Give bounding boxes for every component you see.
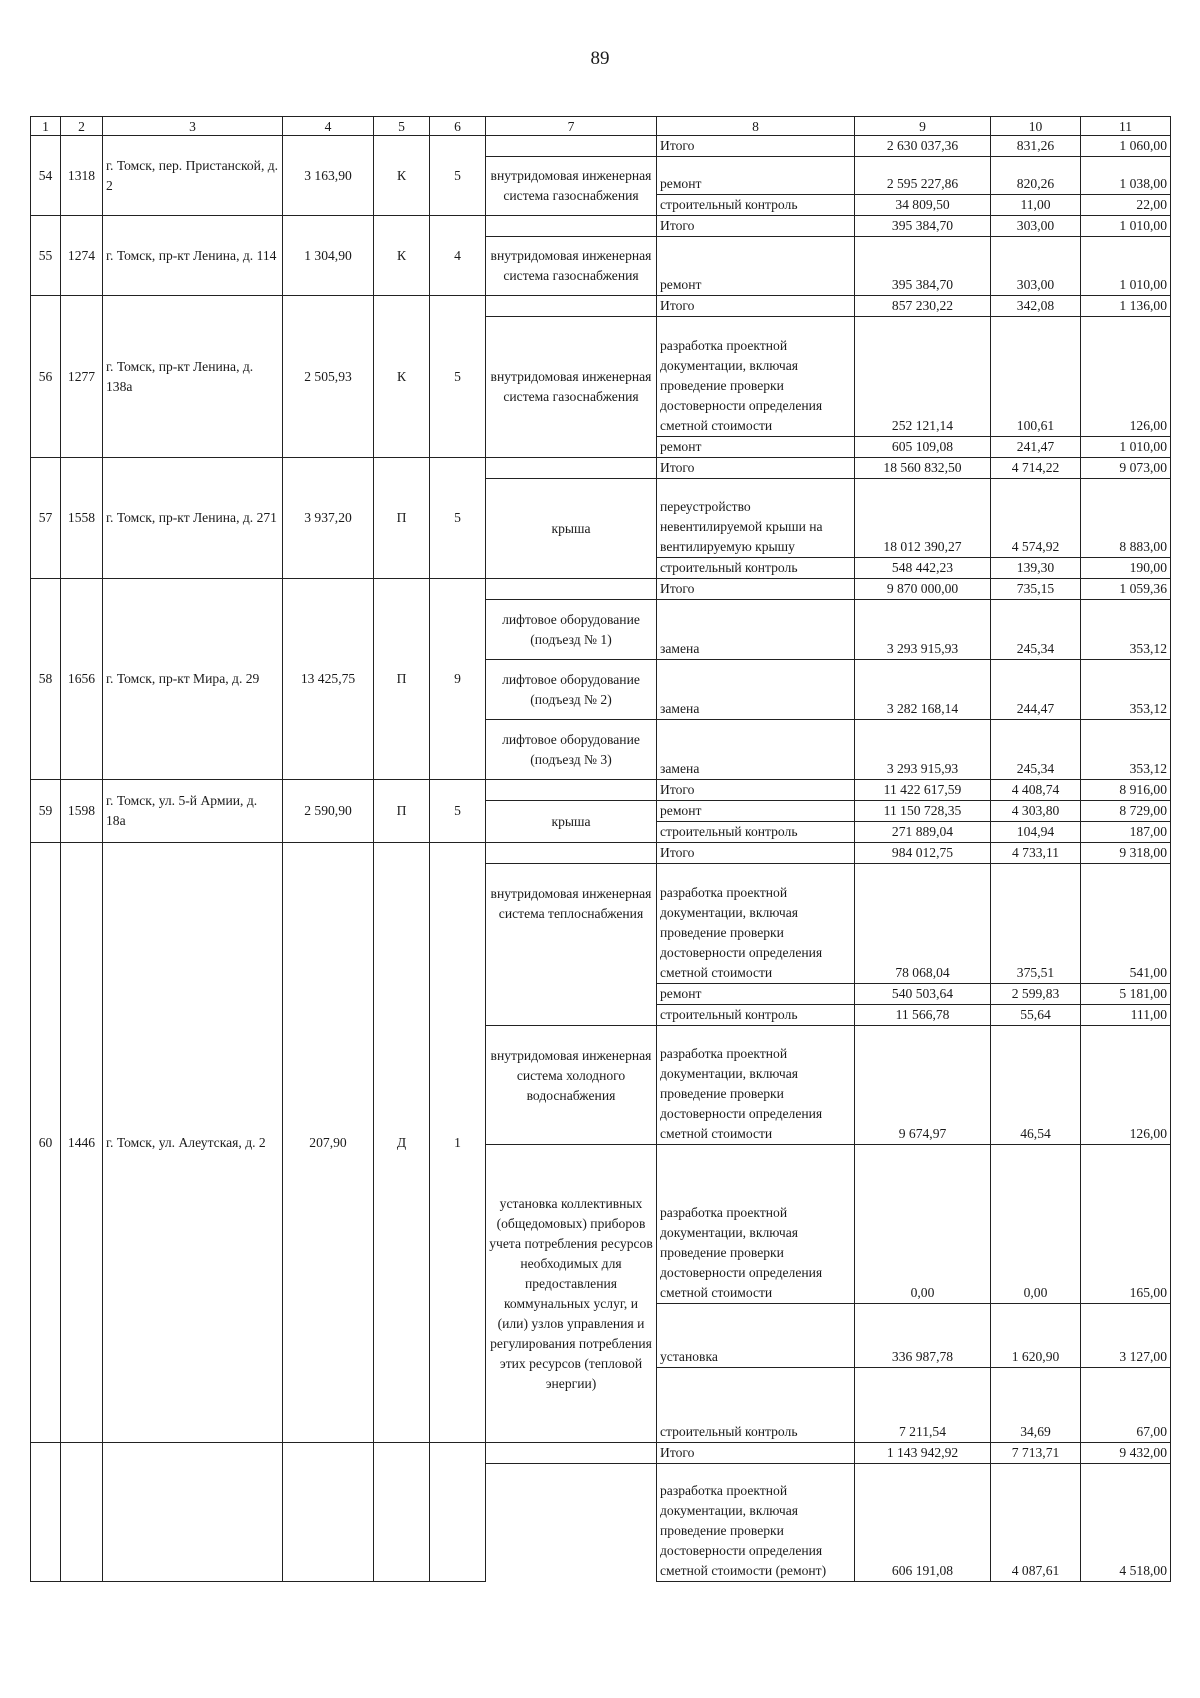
work-sum: 78 068,04 xyxy=(855,864,991,984)
work-sum: 605 109,08 xyxy=(855,437,991,458)
total-v11: 1 059,36 xyxy=(1081,579,1171,600)
row-number: 55 xyxy=(31,216,61,296)
col-header: 5 xyxy=(374,117,430,136)
total-v11: 8 916,00 xyxy=(1081,780,1171,801)
total-label: Итого xyxy=(657,579,855,600)
work-name: ремонт xyxy=(657,437,855,458)
total-v10: 342,08 xyxy=(991,296,1081,317)
work-sum: 34 809,50 xyxy=(855,195,991,216)
work-name: разработка проектной документации, включая проведение проверки достоверности определения сметной стоимости xyxy=(657,864,855,984)
col-header: 8 xyxy=(657,117,855,136)
element-cell xyxy=(486,1464,657,1582)
row-number: 58 xyxy=(31,579,61,780)
total-element-cell xyxy=(486,458,657,479)
work-v10: 55,64 xyxy=(991,1005,1081,1026)
work-v10: 244,47 xyxy=(991,660,1081,720)
work-v10: 2 599,83 xyxy=(991,984,1081,1005)
row-number: 59 xyxy=(31,780,61,843)
total-row xyxy=(31,458,1171,479)
work-name: замена xyxy=(657,660,855,720)
work-v11: 8 729,00 xyxy=(1081,801,1171,822)
house-code: 1598 xyxy=(61,780,103,843)
house-address: г. Томск, пр-кт Мира, д. 29 xyxy=(103,579,283,780)
house-floors: 9 xyxy=(430,579,486,780)
total-sum: 395 384,70 xyxy=(855,216,991,237)
row-number: 54 xyxy=(31,136,61,216)
total-label: Итого xyxy=(657,843,855,864)
element-cell: установка коллективных (общедомовых) приборов учета потребления ресурсов необходимых для предоставления коммунальных услуг, и (или) узлов управления и регулирования потребления этих ресурсов (тепловой энергии) xyxy=(486,1145,657,1443)
total-v11: 9 073,00 xyxy=(1081,458,1171,479)
house-category: К xyxy=(374,136,430,216)
element-cell: крыша xyxy=(486,479,657,579)
work-name: переустройство невентилируемой крыши на вентилируемую крышу xyxy=(657,479,855,558)
work-name: строительный контроль xyxy=(657,1368,855,1443)
house-category: К xyxy=(374,216,430,296)
total-v10: 4 733,11 xyxy=(991,843,1081,864)
total-v11: 9 318,00 xyxy=(1081,843,1171,864)
col-header: 7 xyxy=(486,117,657,136)
total-sum: 1 143 942,92 xyxy=(855,1443,991,1464)
house-floors: 5 xyxy=(430,136,486,216)
work-v10: 820,26 xyxy=(991,157,1081,195)
total-label: Итого xyxy=(657,458,855,479)
total-sum: 9 870 000,00 xyxy=(855,579,991,600)
house-code xyxy=(61,1443,103,1582)
house-category: К xyxy=(374,296,430,458)
total-row xyxy=(31,780,1171,801)
work-v11: 67,00 xyxy=(1081,1368,1171,1443)
work-sum: 3 293 915,93 xyxy=(855,720,991,780)
work-v10: 245,34 xyxy=(991,600,1081,660)
house-code: 1318 xyxy=(61,136,103,216)
total-label: Итого xyxy=(657,136,855,157)
page-number: 89 xyxy=(590,48,610,69)
house-area: 2 590,90 xyxy=(283,780,374,843)
work-v11: 126,00 xyxy=(1081,1026,1171,1145)
work-v10: 34,69 xyxy=(991,1368,1081,1443)
work-sum: 3 282 168,14 xyxy=(855,660,991,720)
work-sum: 336 987,78 xyxy=(855,1304,991,1368)
work-v10: 4 303,80 xyxy=(991,801,1081,822)
element-cell: внутридомовая инженерная система газоснабжения xyxy=(486,157,657,216)
house-floors: 1 xyxy=(430,843,486,1443)
house-code: 1274 xyxy=(61,216,103,296)
work-v10: 303,00 xyxy=(991,237,1081,296)
house-address: г. Томск, пр-кт Ленина, д. 271 xyxy=(103,458,283,579)
work-v10: 4 574,92 xyxy=(991,479,1081,558)
work-v11: 541,00 xyxy=(1081,864,1171,984)
work-sum: 9 674,97 xyxy=(855,1026,991,1145)
work-name: разработка проектной документации, включая проведение проверки достоверности определения сметной стоимости xyxy=(657,1026,855,1145)
total-row xyxy=(31,296,1171,317)
work-v10: 139,30 xyxy=(991,558,1081,579)
total-v10: 4 408,74 xyxy=(991,780,1081,801)
work-sum: 0,00 xyxy=(855,1145,991,1304)
house-code: 1656 xyxy=(61,579,103,780)
total-v11: 1 136,00 xyxy=(1081,296,1171,317)
total-row xyxy=(31,136,1171,157)
total-row xyxy=(31,843,1171,864)
total-sum: 18 560 832,50 xyxy=(855,458,991,479)
work-sum: 7 211,54 xyxy=(855,1368,991,1443)
house-category: Д xyxy=(374,843,430,1443)
total-element-cell xyxy=(486,843,657,864)
col-header: 6 xyxy=(430,117,486,136)
total-element-cell xyxy=(486,136,657,157)
house-category xyxy=(374,1443,430,1582)
work-v10: 241,47 xyxy=(991,437,1081,458)
work-v10: 1 620,90 xyxy=(991,1304,1081,1368)
work-v11: 1 010,00 xyxy=(1081,237,1171,296)
work-sum: 11 566,78 xyxy=(855,1005,991,1026)
work-name: строительный контроль xyxy=(657,195,855,216)
col-header: 11 xyxy=(1081,117,1171,136)
total-label: Итого xyxy=(657,1443,855,1464)
house-floors xyxy=(430,1443,486,1582)
house-category: П xyxy=(374,579,430,780)
house-category: П xyxy=(374,458,430,579)
house-area xyxy=(283,1443,374,1582)
work-v11: 187,00 xyxy=(1081,822,1171,843)
house-category: П xyxy=(374,780,430,843)
total-sum: 2 630 037,36 xyxy=(855,136,991,157)
total-row xyxy=(31,579,1171,600)
work-name: разработка проектной документации, включая проведение проверки достоверности определения сметной стоимости xyxy=(657,317,855,437)
work-v11: 22,00 xyxy=(1081,195,1171,216)
col-header: 2 xyxy=(61,117,103,136)
work-v11: 1 010,00 xyxy=(1081,437,1171,458)
work-v10: 104,94 xyxy=(991,822,1081,843)
total-v11: 1 010,00 xyxy=(1081,216,1171,237)
house-floors: 5 xyxy=(430,780,486,843)
total-row xyxy=(31,216,1171,237)
work-name: строительный контроль xyxy=(657,822,855,843)
work-v11: 165,00 xyxy=(1081,1145,1171,1304)
house-code: 1277 xyxy=(61,296,103,458)
col-header: 1 xyxy=(31,117,61,136)
work-sum: 606 191,08 xyxy=(855,1464,991,1582)
row-number: 60 xyxy=(31,843,61,1443)
house-area: 3 163,90 xyxy=(283,136,374,216)
house-address: г. Томск, пр-кт Ленина, д. 138а xyxy=(103,296,283,458)
house-floors: 5 xyxy=(430,296,486,458)
work-sum: 271 889,04 xyxy=(855,822,991,843)
work-v11: 4 518,00 xyxy=(1081,1464,1171,1582)
house-code: 1446 xyxy=(61,843,103,1443)
total-v10: 735,15 xyxy=(991,579,1081,600)
work-sum: 395 384,70 xyxy=(855,237,991,296)
total-label: Итого xyxy=(657,216,855,237)
work-name: ремонт xyxy=(657,237,855,296)
work-sum: 2 595 227,86 xyxy=(855,157,991,195)
work-sum: 3 293 915,93 xyxy=(855,600,991,660)
work-name: замена xyxy=(657,720,855,780)
total-element-cell xyxy=(486,296,657,317)
element-cell: лифтовое оборудование (подъезд № 3) xyxy=(486,720,657,780)
element-cell: внутридомовая инженерная система холодного водоснабжения xyxy=(486,1026,657,1145)
work-sum: 18 012 390,27 xyxy=(855,479,991,558)
element-cell: внутридомовая инженерная система теплоснабжения xyxy=(486,864,657,1026)
work-name: замена xyxy=(657,600,855,660)
total-label: Итого xyxy=(657,780,855,801)
house-area: 3 937,20 xyxy=(283,458,374,579)
total-element-cell xyxy=(486,579,657,600)
house-code: 1558 xyxy=(61,458,103,579)
total-label: Итого xyxy=(657,296,855,317)
house-area: 207,90 xyxy=(283,843,374,1443)
work-v10: 11,00 xyxy=(991,195,1081,216)
house-area: 2 505,93 xyxy=(283,296,374,458)
house-area: 13 425,75 xyxy=(283,579,374,780)
total-element-cell xyxy=(486,216,657,237)
total-v10: 7 713,71 xyxy=(991,1443,1081,1464)
total-element-cell xyxy=(486,1443,657,1464)
work-v11: 3 127,00 xyxy=(1081,1304,1171,1368)
element-cell: внутридомовая инженерная система газоснабжения xyxy=(486,317,657,458)
work-v10: 375,51 xyxy=(991,864,1081,984)
work-name: ремонт xyxy=(657,801,855,822)
row-number: 57 xyxy=(31,458,61,579)
work-name: строительный контроль xyxy=(657,1005,855,1026)
total-v10: 303,00 xyxy=(991,216,1081,237)
work-v10: 245,34 xyxy=(991,720,1081,780)
work-name: разработка проектной документации, включая проведение проверки достоверности определения сметной стоимости xyxy=(657,1145,855,1304)
work-v11: 190,00 xyxy=(1081,558,1171,579)
work-v10: 100,61 xyxy=(991,317,1081,437)
element-cell: лифтовое оборудование (подъезд № 1) xyxy=(486,600,657,660)
house-address: г. Томск, пер. Пристанской, д. 2 xyxy=(103,136,283,216)
house-address: г. Томск, ул. 5-й Армии, д. 18а xyxy=(103,780,283,843)
work-v11: 353,12 xyxy=(1081,720,1171,780)
total-v11: 9 432,00 xyxy=(1081,1443,1171,1464)
total-v11: 1 060,00 xyxy=(1081,136,1171,157)
house-address xyxy=(103,1443,283,1582)
col-header: 3 xyxy=(103,117,283,136)
work-sum: 540 503,64 xyxy=(855,984,991,1005)
work-sum: 252 121,14 xyxy=(855,317,991,437)
works-table xyxy=(30,116,1171,1582)
total-sum: 984 012,75 xyxy=(855,843,991,864)
element-cell: крыша xyxy=(486,801,657,843)
house-address: г. Томск, ул. Алеутская, д. 2 xyxy=(103,843,283,1443)
work-v11: 1 038,00 xyxy=(1081,157,1171,195)
work-name: ремонт xyxy=(657,157,855,195)
total-v10: 4 714,22 xyxy=(991,458,1081,479)
total-row xyxy=(31,1443,1171,1464)
work-sum: 11 150 728,35 xyxy=(855,801,991,822)
work-v11: 353,12 xyxy=(1081,660,1171,720)
row-number xyxy=(31,1443,61,1582)
work-sum: 548 442,23 xyxy=(855,558,991,579)
col-header: 9 xyxy=(855,117,991,136)
work-v10: 4 087,61 xyxy=(991,1464,1081,1582)
element-cell: внутридомовая инженерная система газоснабжения xyxy=(486,237,657,296)
work-v11: 353,12 xyxy=(1081,600,1171,660)
work-v11: 126,00 xyxy=(1081,317,1171,437)
work-name: разработка проектной документации, включая проведение проверки достоверности определения сметной стоимости (ремонт) xyxy=(657,1464,855,1582)
work-v11: 8 883,00 xyxy=(1081,479,1171,558)
work-name: строительный контроль xyxy=(657,558,855,579)
work-v10: 0,00 xyxy=(991,1145,1081,1304)
house-floors: 4 xyxy=(430,216,486,296)
house-address: г. Томск, пр-кт Ленина, д. 114 xyxy=(103,216,283,296)
element-cell: лифтовое оборудование (подъезд № 2) xyxy=(486,660,657,720)
work-v11: 111,00 xyxy=(1081,1005,1171,1026)
work-name: установка xyxy=(657,1304,855,1368)
column-header-row xyxy=(31,117,1171,136)
row-number: 56 xyxy=(31,296,61,458)
total-element-cell xyxy=(486,780,657,801)
col-header: 4 xyxy=(283,117,374,136)
total-v10: 831,26 xyxy=(991,136,1081,157)
house-floors: 5 xyxy=(430,458,486,579)
work-v10: 46,54 xyxy=(991,1026,1081,1145)
total-sum: 11 422 617,59 xyxy=(855,780,991,801)
house-area: 1 304,90 xyxy=(283,216,374,296)
work-name: ремонт xyxy=(657,984,855,1005)
total-sum: 857 230,22 xyxy=(855,296,991,317)
col-header: 10 xyxy=(991,117,1081,136)
work-v11: 5 181,00 xyxy=(1081,984,1171,1005)
